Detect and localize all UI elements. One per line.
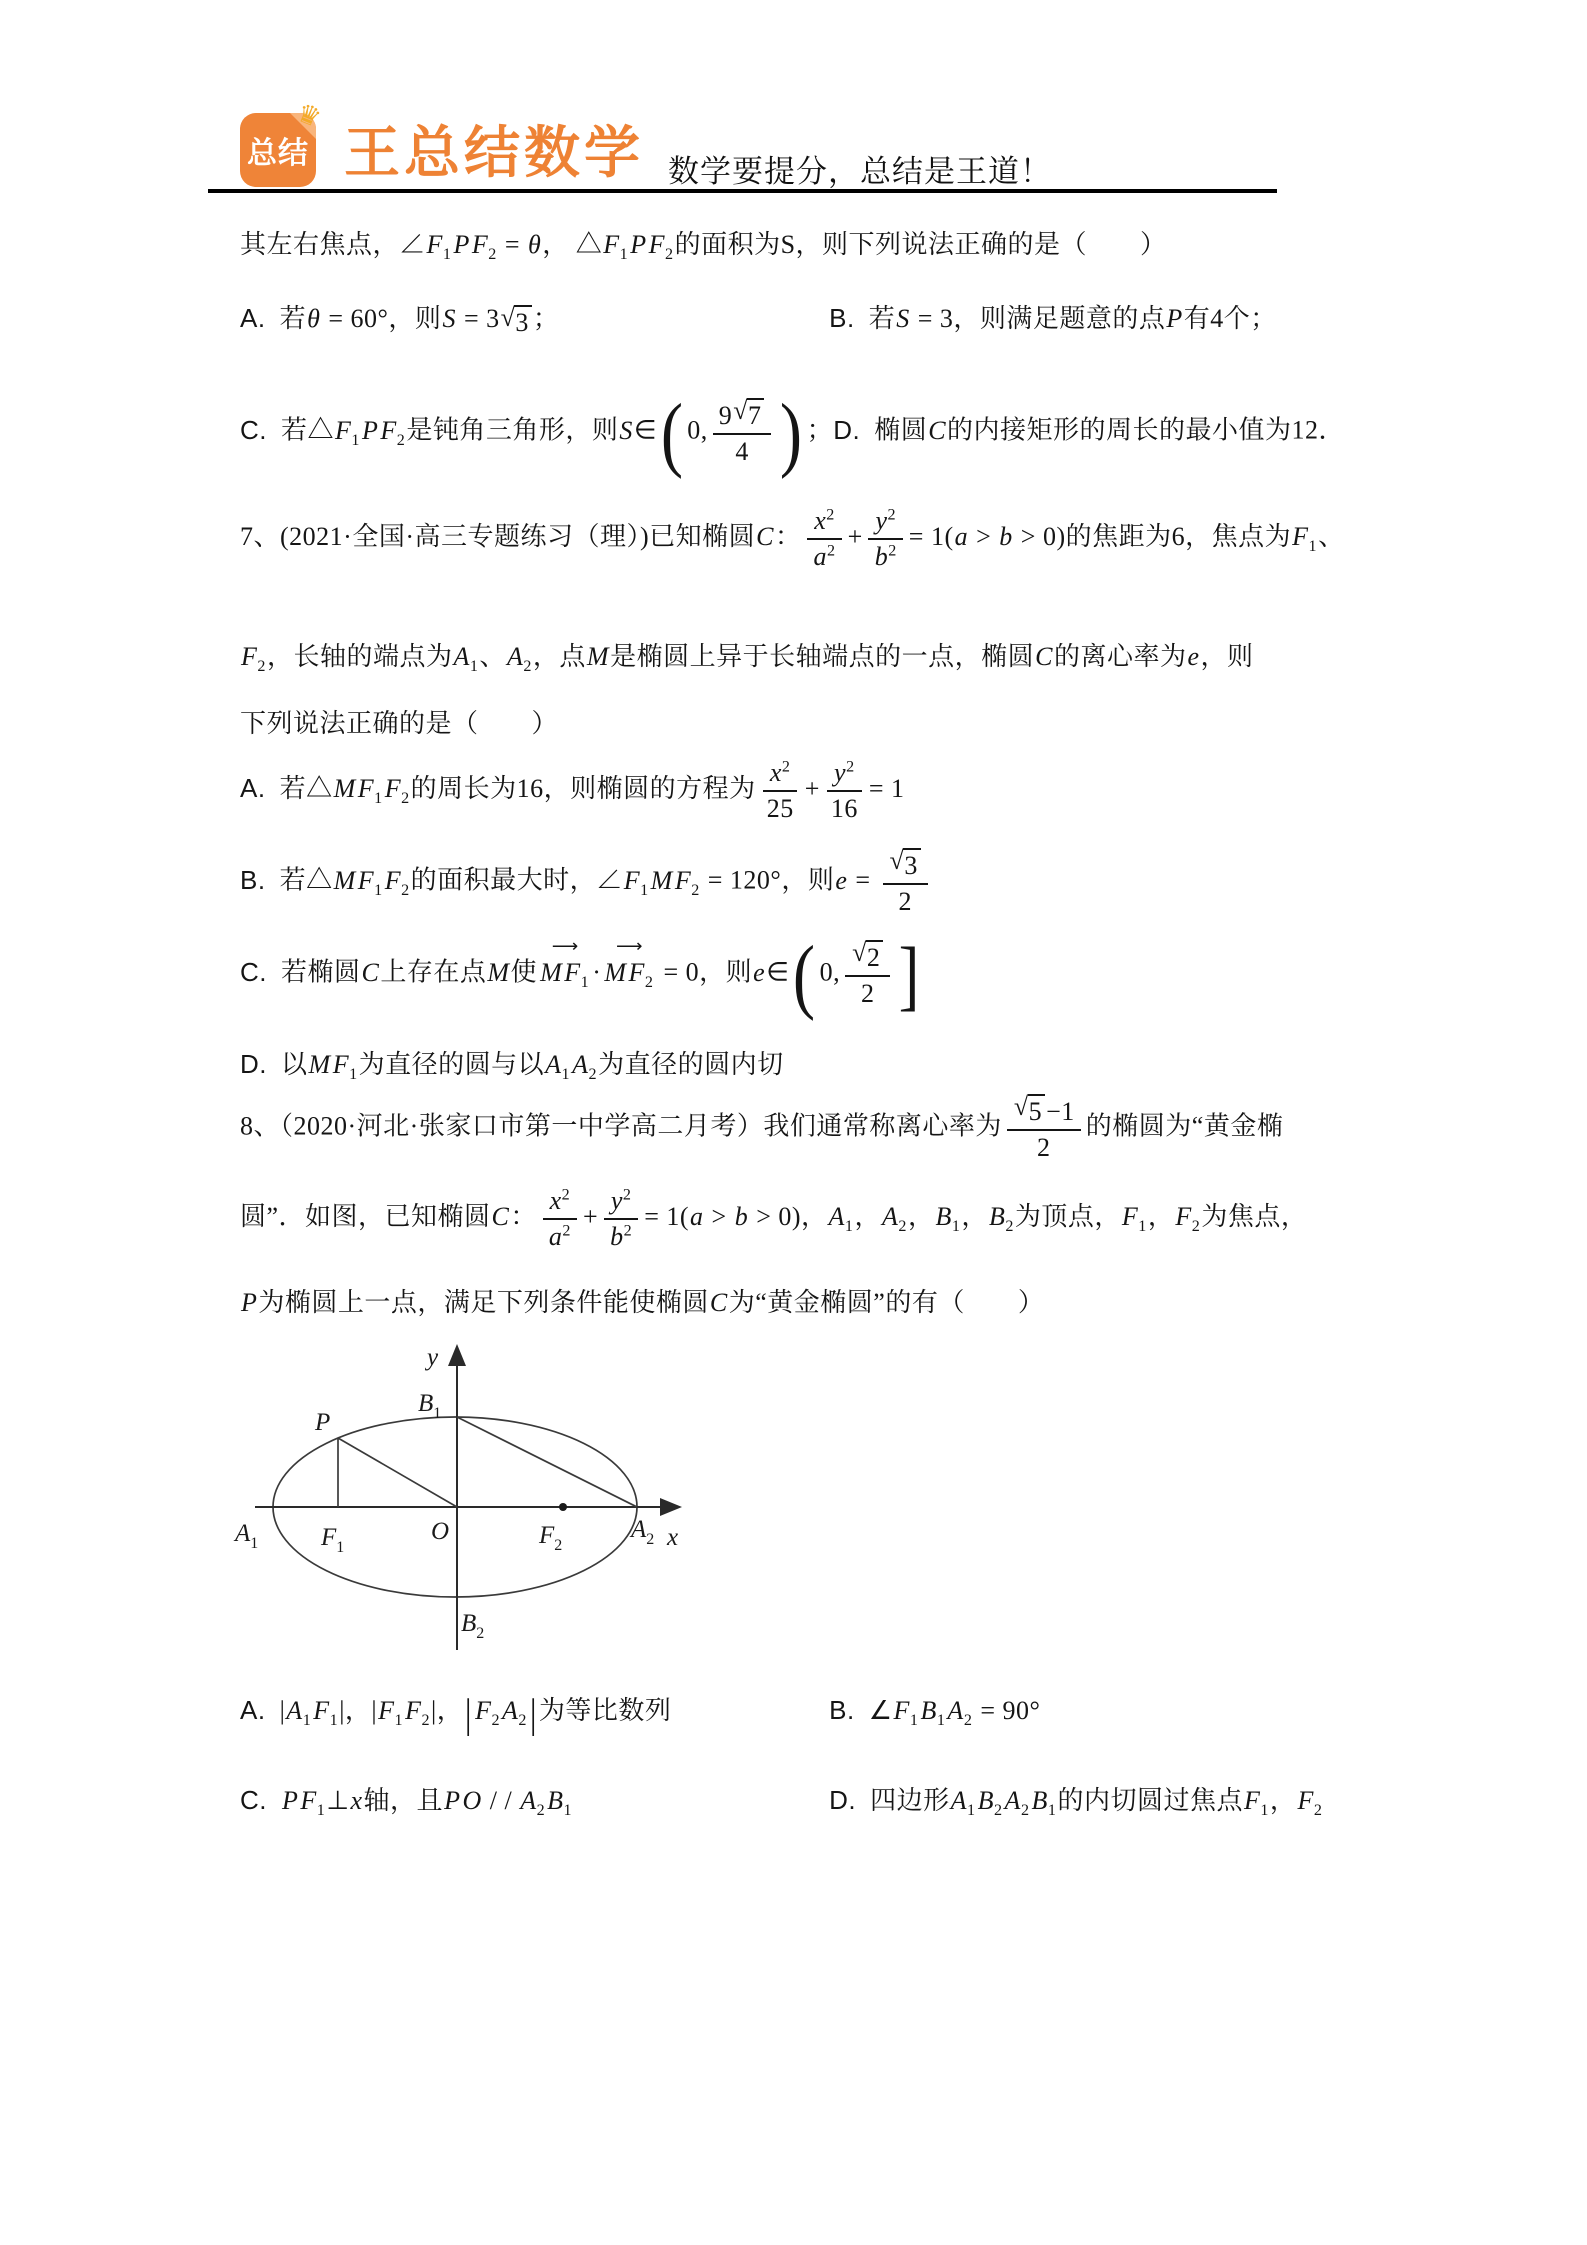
option-letter: B. — [829, 1695, 855, 1725]
q8-stem-line1: 8、（2020·河北·张家口市第一中学高二月考）我们通常称离心率为 √ 5 −1 2 的椭圆为“黄金椭 — [240, 1092, 1284, 1163]
q8-ellipse-figure — [205, 1333, 705, 1673]
vector: ⟶ $MF_1$ — [540, 935, 590, 991]
q8-stem-line3: P为椭圆上一点，满足下列条件能使椭圆C为“黄金椭圆”的有（ ） — [241, 1288, 1045, 1317]
q8-stem-line2: 圆”．如图，已知椭圆C： $\frac{x^2}{a^2}$ + $\frac{y^2}{b^2}$ = 1(a > b > 0)，$A_1$，$A_2$，$B_1$，$B_2$为顶点，$F_1$，$F_2$为焦点， — [240, 1186, 1308, 1251]
figure-label-F2: $F_2$ — [539, 1522, 563, 1554]
ellipse-diagram — [205, 1333, 705, 1673]
option-letter: D. — [833, 414, 861, 445]
figure-label-B2: $B_2$ — [461, 1610, 485, 1642]
option-letter: D. — [240, 1049, 267, 1079]
square-root: √ 3 — [501, 305, 532, 338]
figure-label-B1: $B_1$ — [418, 1390, 442, 1422]
fraction: $\frac{x^2}{25}$ — [761, 758, 800, 824]
option-letter: D. — [829, 1785, 857, 1815]
q8-option-c: C. $PF_1\perp x$轴，且PO / / $A_2B_1$ — [240, 1785, 573, 1820]
fraction: $\frac{y^2}{16}$ — [825, 758, 864, 824]
q7-option-b: B. 若$\triangle MF_1F_2$的面积最大时，$\angle F_1MF_2 = 120^\circ$，则e = √ 3 2 — [240, 848, 1435, 917]
square-root: √ 3 — [890, 848, 921, 881]
q6-options-ab — [240, 300, 1435, 338]
fraction: $\frac{y^2}{b^2}$ — [868, 506, 904, 572]
fraction: √ 3 2 — [883, 848, 928, 917]
header-divider — [208, 189, 1277, 193]
fraction: √ 2 2 — [845, 940, 890, 1009]
crown-icon: ♛ — [291, 97, 325, 135]
figure-label-A1: $A_1$ — [235, 1520, 259, 1552]
q7-option-a: A. 若$\triangle MF_1F_2$的周长为16，则椭圆的方程为 $\frac{x^2}{25}$ + $\frac{y^2}{16}$ = 1 — [240, 758, 905, 823]
q6-option-b: B. 若S = 3，则满足题意的点P有4个； — [829, 303, 1277, 333]
q8-option-a: A. $|A_1F_1|$，$|F_1F_2|$，| $F_2A_2|$为等比数列 — [240, 1690, 672, 1737]
q7-option-d: D. 以$MF_1$为直径的圆与以$A_1A_2$为直径的圆内切 — [240, 1049, 784, 1084]
q8-option-b: B. $\angle F_1B_1A_2 = 90^\circ$ — [829, 1695, 1041, 1730]
q8-options-cd — [240, 1782, 1435, 1823]
chord-segment — [457, 1417, 637, 1507]
figure-label-P: P — [315, 1409, 331, 1436]
fraction: $\frac{x^2}{a^2}$ — [807, 506, 843, 572]
brand-logo-badge — [240, 97, 325, 187]
option-letter: A. — [240, 1695, 266, 1725]
fraction: 9 √ 7 4 — [713, 398, 772, 467]
option-letter: A. — [240, 303, 266, 333]
fraction: √ 5 −1 2 — [1007, 1094, 1081, 1163]
chord-segment — [338, 1438, 457, 1507]
figure-label-A2: $A_2$ — [631, 1516, 655, 1548]
q7-stem-line2: $F_2$，长轴的端点为$A_1$、$A_2$，点M是椭圆上异于长轴端点的一点，椭圆C的离心率为e，则 — [241, 642, 1254, 676]
q7-option-c: C. 若椭圆C上存在点M使 ⟶ $MF_1$ · ⟶ $MF_2 = 0$，则e∈( 0, √ 2 2 ] — [240, 928, 921, 1021]
figure-label-x: x — [667, 1524, 679, 1551]
brand-name: 王总结数学 — [344, 121, 644, 184]
badge-text: 总结 — [247, 137, 309, 170]
figure-label-y: y — [427, 1344, 439, 1371]
q8-options-ab — [240, 1690, 1435, 1737]
q8-option-d: D. 四边形$A_1B_2A_2B_1$的内切圆过焦点$F_1$，$F_2$ — [829, 1785, 1323, 1820]
option-letter: B. — [240, 864, 266, 895]
option-letter: B. — [829, 303, 855, 333]
option-letter: C. — [240, 1785, 267, 1815]
focus-dot — [559, 1503, 567, 1511]
option-letter: A. — [240, 772, 266, 803]
square-root: √ 5 — [1014, 1094, 1045, 1127]
brand-slogan: 数学要提分，总结是王道！ — [668, 154, 1052, 189]
q7-stem-line1: 7、(2021·全国·高三专题练习（理）)已知椭圆C： $\frac{x^2}{a^2}$ + $\frac{y^2}{b^2}$ = 1(a > b > 0)的焦距为6，焦点为$F_1$、 — [240, 506, 1345, 571]
square-root: √ 2 — [852, 940, 883, 973]
q6-option-a: A. 若θ = 60°，则S = 3 √ 3 ； — [240, 303, 560, 337]
q7-prompt: 下列说法正确的是（ ） — [240, 709, 559, 738]
q6-stem-continuation: 其左右焦点，$\angle F_1PF_2 = \theta$， $\triangle F_1PF_2$的面积为S，则下列说法正确的是（ ） — [240, 230, 1167, 264]
q6-options-cd: C. 若$\triangle F_1PF_2$是钝角三角形，则S∈( 0, 9 √ 7 4 ) ；D. 椭圆C的内接矩形的周长的最小值为12． — [240, 386, 1346, 479]
option-letter: C. — [240, 956, 267, 987]
fraction: $\frac{y^2}{b^2}$ — [603, 1186, 639, 1252]
figure-label-F1: $F_1$ — [321, 1524, 345, 1556]
figure-label-O: O — [431, 1518, 450, 1545]
fraction: $\frac{x^2}{a^2}$ — [542, 1186, 578, 1252]
square-root: √ 7 — [733, 398, 764, 431]
option-letter: C. — [240, 414, 267, 445]
vector: ⟶ $MF_2$ — [604, 935, 654, 991]
